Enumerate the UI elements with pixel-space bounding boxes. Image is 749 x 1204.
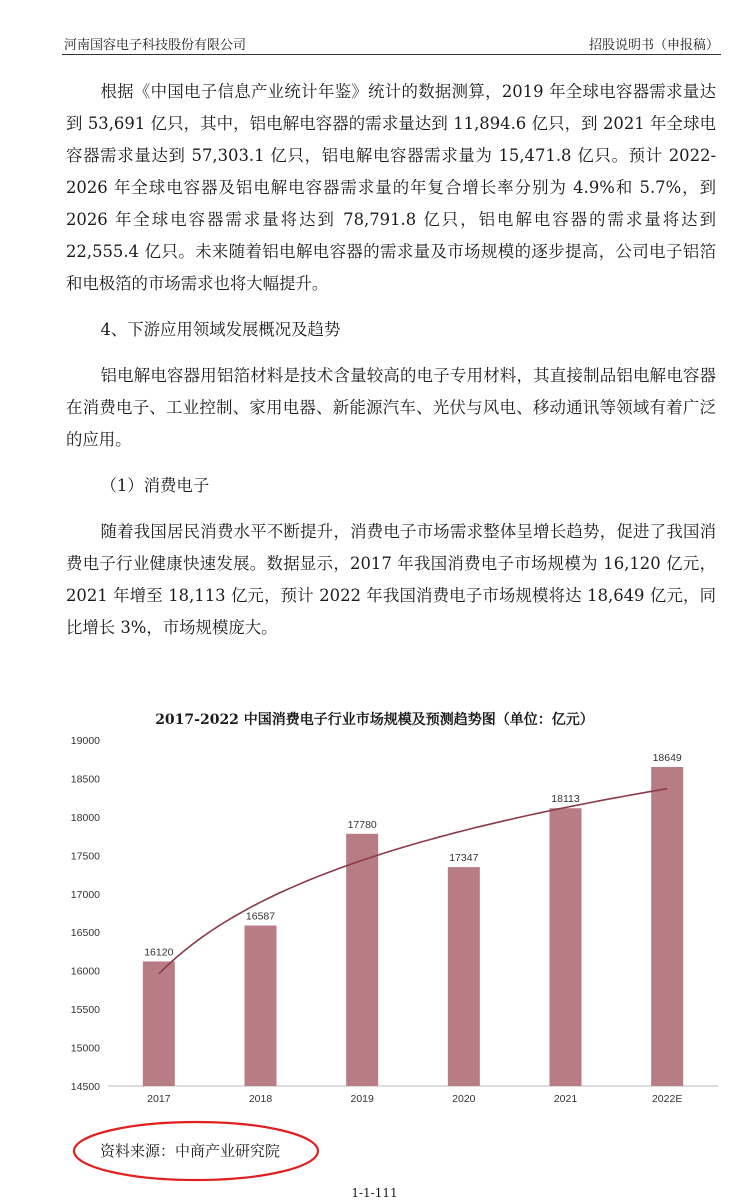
section-heading-downstream: 4、下游应用领域发展概况及趋势 [100,320,341,339]
y-tick-label: 18000 [70,811,100,824]
y-tick-label: 15000 [70,1042,100,1055]
bar-value-label: 17347 [449,852,479,865]
y-tick-label: 18500 [70,773,100,786]
bar-value-label: 18113 [551,793,580,806]
y-tick-label: 16000 [70,965,100,978]
y-tick-label: 15500 [70,1004,100,1017]
bars [143,752,683,1086]
x-tick-label: 2022E [651,1093,683,1105]
y-tick-label: 17000 [70,888,100,901]
chart-source: 资料来源：中商产业研究院 [100,1142,281,1160]
bar-2017 [143,961,175,1086]
bar-2018 [245,926,277,1086]
trendline-curve [159,789,667,974]
bar-2019 [346,834,378,1086]
y-tick-label: 16500 [70,927,100,940]
x-tick-label: 2017 [147,1093,171,1105]
paragraph-capacitor-demand: 根据《中国电子信息产业统计年鉴》统计的数据测算，2019 年全球电容器需求量达到 53,691 亿只，其中，铝电解电容器的需求量达到 11,894.6 亿只，到 2021 年全球电容器需求量达到 57,303.1 亿只，铝电解电容器需求量为 15,471.8 亿只。预计 2022-2026 年全球电容器及铝电解电容器需求量的年复合增长率分别为 4.9%和 5.7%，到 2026 年全球电容器需求量将达到 78,791.8 亿只，铝电解电容器的需求量将达到 22,555.4 亿只。未来随着铝电解电容器的需求量及市场规模的逐步提高，公司电子铝箔和电极箔的市场需求也将大幅提升。 [66,82,716,293]
bar-2020 [448,867,480,1086]
subsection-heading-consumer-electronics: （1）消费电子 [100,476,210,495]
page-header [62,30,721,55]
chart-title: 2017-2022 中国消费电子行业市场规模及预测趋势图（单位：亿元） [155,712,594,728]
header-company: 河南国容电子科技股份有限公司 [64,38,247,53]
x-axis-labels [147,1093,682,1105]
bar-value-label: 17780 [347,818,377,831]
y-tick-label: 19000 [70,735,100,747]
bar-2022E [651,767,683,1086]
trendline [159,789,667,974]
paragraph-consumer-electronics: 随着我国居民消费水平不断提升，消费电子市场需求整体呈增长趋势，促进了我国消费电子行业健康快速发展。数据显示，2017 年我国消费电子市场规模为 16,120 亿元，2021 年增至 18,113 亿元，预计 2022 年我国消费电子市场规模将达 18,649 亿元，同比增长 3%，市场规模庞大。 [66,522,716,637]
x-tick-label: 2018 [248,1093,273,1105]
bar-2021 [550,808,582,1086]
x-tick-label: 2019 [350,1093,374,1105]
paragraph-foil-applications: 铝电解电容器用铝箔材料是技术含量较高的电子专用材料，其直接制品铝电解电容器在消费电子、工业控制、家用电器、新能源汽车、光伏与风电、移动通讯等领域有着广泛的应用。 [66,366,716,449]
x-tick-label: 2021 [553,1093,578,1105]
x-tick-label: 2020 [452,1093,476,1105]
y-tick-label: 17500 [70,850,100,863]
bar-value-label: 18649 [652,751,682,764]
bar-chart [0,728,749,1108]
main-text [66,76,716,658]
header-doc-type: 招股说明书（申报稿） [588,38,719,53]
bar-value-label: 16120 [144,946,174,959]
y-tick-label: 14500 [70,1081,100,1093]
bar-value-label: 16587 [245,910,276,923]
page-number: 1-1-111 [351,1186,398,1200]
